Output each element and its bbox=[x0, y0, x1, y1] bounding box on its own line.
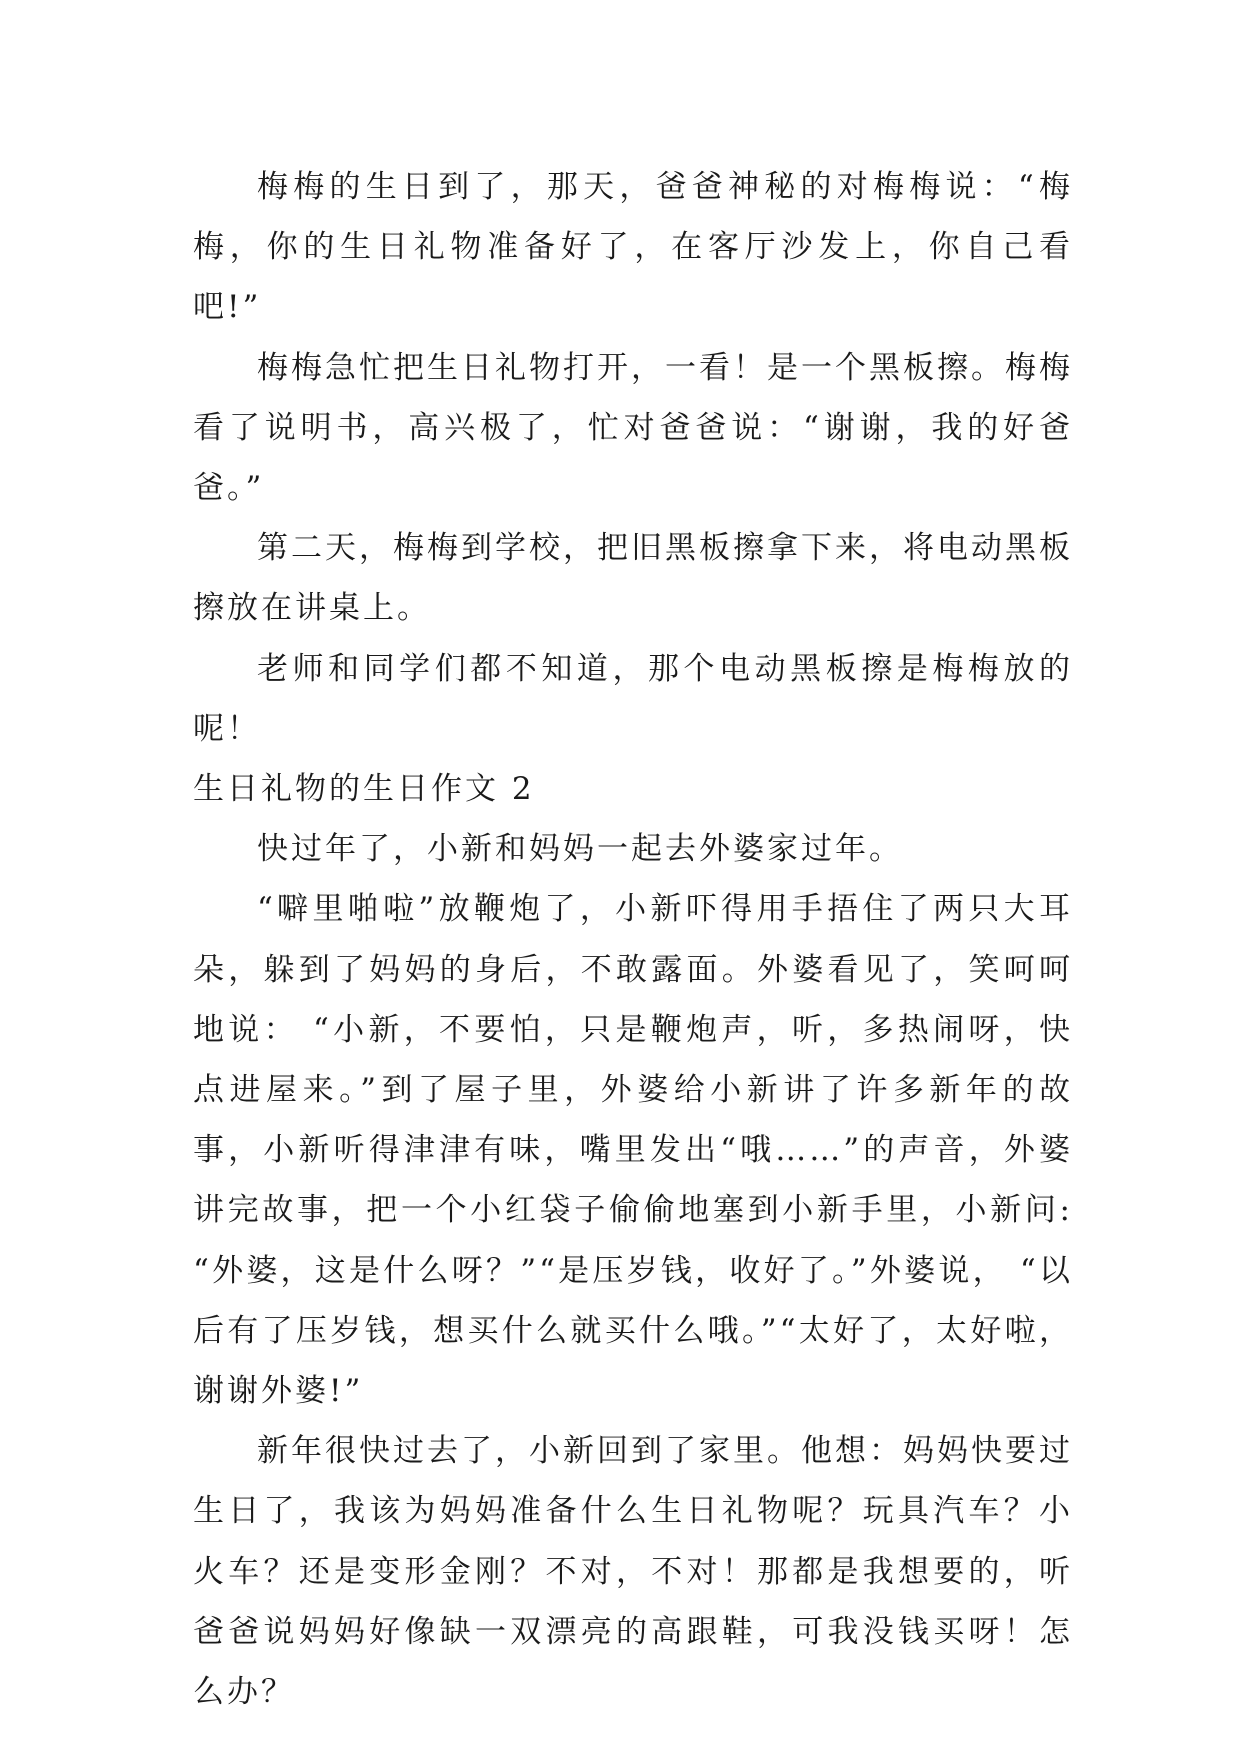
document-body bbox=[193, 157, 1073, 1722]
paragraph-3: 第二天，梅梅到学校，把旧黑板擦拿下来，将电动黑板擦放在讲桌上。 bbox=[193, 530, 1073, 627]
section-heading: 生日礼物的生日作文 2 bbox=[193, 771, 535, 808]
paragraph-5: 快过年了，小新和妈妈一起去外婆家过年。 bbox=[257, 831, 903, 868]
paragraph-4: 老师和同学们都不知道，那个电动黑板擦是梅梅放的呢！ bbox=[193, 650, 1073, 747]
paragraph-1: 梅梅的生日到了，那天，爸爸神秘的对梅梅说：“梅梅，你的生日礼物准备好了，在客厅沙发上，你自己看吧!” bbox=[193, 169, 1073, 326]
paragraph-2: 梅梅急忙把生日礼物打开，一看！是一个黑板擦。梅梅看了说明书，高兴极了，忙对爸爸说：“谢谢，我的好爸爸。” bbox=[193, 349, 1073, 507]
paragraph-7: 新年很快过去了，小新回到了家里。他想：妈妈快要过生日了，我该为妈妈准备什么生日礼物呢？玩具汽车？小火车？还是变形金刚？不对，不对！那都是我想要的，听爸爸说妈妈好像缺一双漂亮的高跟鞋，可我没钱买呀！怎么办？ bbox=[193, 1433, 1073, 1711]
paragraph-6: “噼里啪啦”放鞭炮了，小新吓得用手捂住了两只大耳朵，躲到了妈妈的身后，不敢露面。外婆看见了，笑呵呵地说： “小新，不要怕，只是鞭炮声，听，多热闹呀，快点进屋来。”到了屋子里，外婆给小新讲了许多新年的故事，小新听得津津有味，嘴里发出“哦……”的声音，外婆讲完故事，把一个小红袋子偷偷地塞到小新手里，小新问: “外婆，这是什么呀？”“是压岁钱，收好了。”外婆说， “以后有了压岁钱，想买什么就买什么哦。”“太好了，太好啦，谢谢外婆!” bbox=[193, 891, 1073, 1410]
